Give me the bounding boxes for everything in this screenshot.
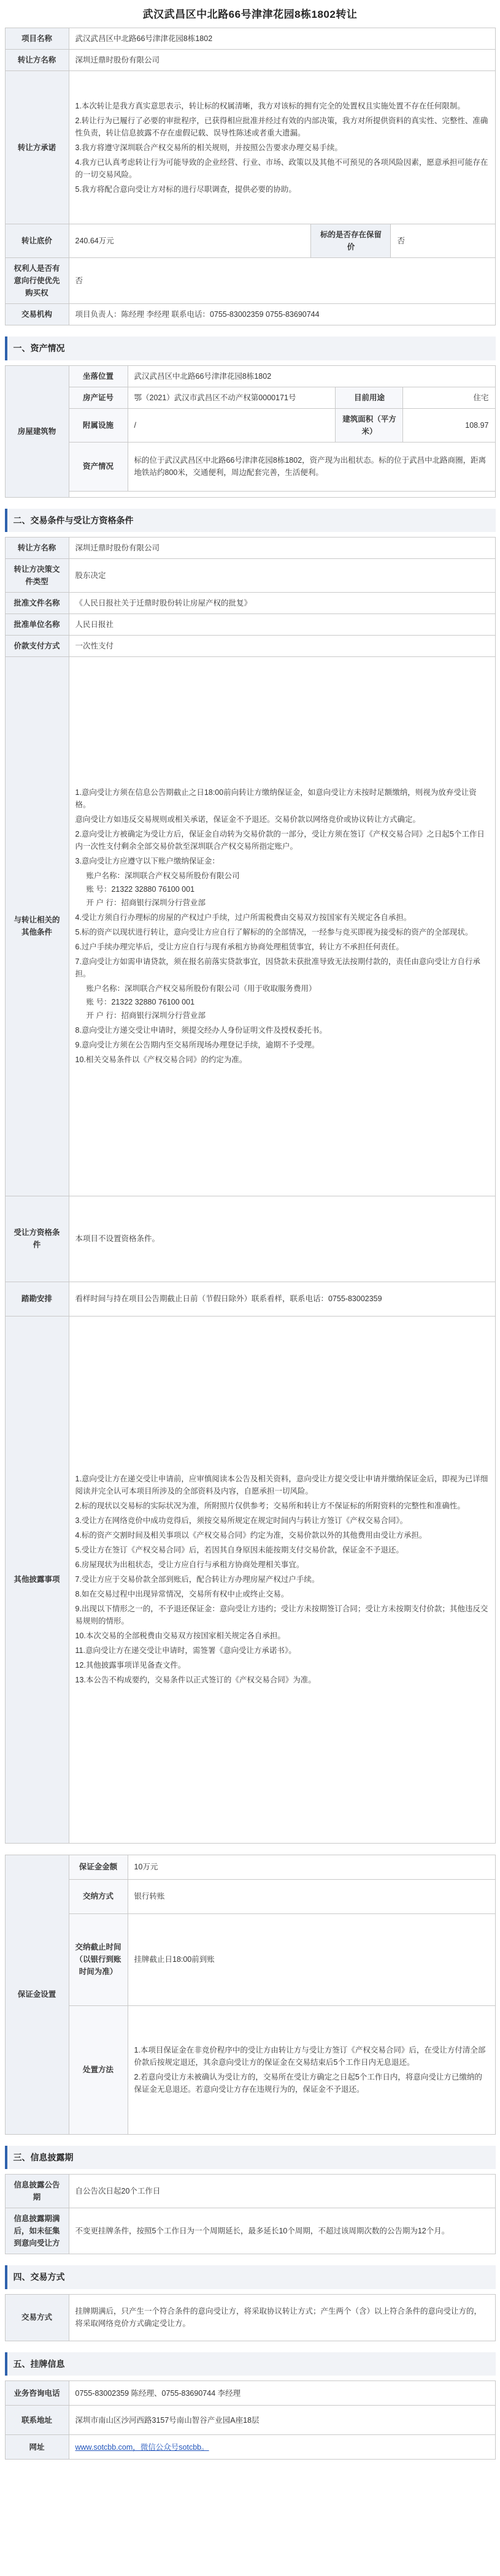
- trade-table: [5, 2294, 496, 2341]
- qualification-value: 本项目不设置资格条件。: [69, 1196, 495, 1282]
- other-disclosure-label: 其他披露事项: [5, 1316, 69, 1843]
- section-listing-title: 五、挂牌信息: [5, 2352, 496, 2376]
- disclosure-table: [5, 2174, 496, 2254]
- cond-row-label: 价款支付方式: [5, 635, 69, 656]
- use-value: 住宅: [403, 387, 495, 408]
- project-summary-table: [5, 28, 496, 325]
- asset-desc-value: 标的位于武汉武昌区中北路66号津津花园8栋1802，资产现为出租状态。标的位于武昌中北路商圈，距离地铁站约800米，交通便利，周边配套完善，生活便利。: [128, 442, 495, 491]
- section-asset-title: 一、资产情况: [5, 336, 496, 360]
- disclosure-item: 11.意向受让方在递交受让申请时，需签署《意向受让方承诺书》。: [75, 1646, 296, 1655]
- commitment-item: 5.我方将配合意向受让方对标的进行尽职调查，提供必要的协助。: [75, 184, 296, 194]
- asset-table: [5, 365, 496, 498]
- reserve-label: 标的是否存在保留价: [311, 224, 391, 258]
- qualification-label: 受让方资格条件: [5, 1196, 69, 1282]
- condition-item: 4.受让方须自行办理标的房屋的产权过户手续，过户所需税费由交易双方按国家有关规定各自承担。: [75, 913, 412, 922]
- condition-item: 7.意向受让方如需申请贷款，须在报名前落实贷款事宜，因贷款未获批准导致无法按期付款的，责任由意向受让方自行承担。: [75, 957, 480, 979]
- disclosure-item: 13.本公告不构成要约，交易条件以正式签订的《产权交易合同》为准。: [75, 1676, 316, 1685]
- asset-desc-label: 资产情况: [69, 442, 128, 491]
- disclosure-item: 9.出现以下情形之一的，不予退还保证金：意向受让方违约；受让方未按期签订合同；受让方未按期支付价款；其他违反交易规则的情形。: [75, 1605, 488, 1626]
- deposit-amount-value: 10万元: [128, 1855, 495, 1879]
- cond-row-value: 人民日报社: [69, 614, 495, 635]
- contact-label: 交易机构: [5, 304, 69, 325]
- cond-row-value: 股东决定: [69, 558, 495, 592]
- phone-label: 业务咨询电话: [5, 2381, 69, 2406]
- project-name: 武汉武昌区中北路66号津津花园8栋1802: [69, 28, 495, 50]
- condition-item: 10.相关交易条件以《产权交易合同》的约定为准。: [75, 1055, 247, 1065]
- cert-value: 鄂（2021）武汉市武昌区不动产权第0000171号: [128, 387, 336, 408]
- website-label: 网址: [5, 2435, 69, 2460]
- section-disclosure-title: 三、信息披露期: [5, 2146, 496, 2169]
- trade-method-label: 交易方式: [5, 2294, 69, 2341]
- deposit-amount-label: 保证金金额: [69, 1855, 128, 1879]
- disclosure-item: 6.房屋现状为出租状态，受让方应自行与承租方协商处理相关事宜。: [75, 1560, 304, 1570]
- area-label: 建筑面积（平方米）: [336, 408, 403, 442]
- website-value: [69, 2435, 495, 2460]
- deposit-rule-item: 1.本项目保证金在非竞价程序中的受让方由转让方与受让方签订《产权交易合同》后，在受让方付清全部价款后按规定退还，其余意向受让方的保证金在交易结束后5个工作日内无息退还。: [134, 2046, 486, 2067]
- contact-value: 项目负责人：陈经理 李经理 联系电话：0755-83002359 0755-83690744: [69, 304, 495, 325]
- deposit-rule-text: [128, 2005, 495, 2134]
- facility-label: 附属设施: [69, 408, 128, 442]
- cond-row-label: 批准文件名称: [5, 592, 69, 614]
- commitment-item: 2.转让行为已履行了必要的审批程序，已获得相应批准并经过有效的内部决策，我方对所提供资料的真实性、完整性、准确性负责，转让信息披露不存在虚假记载、误导性陈述或者重大遗漏。: [75, 116, 488, 137]
- transferor-label: 转让方名称: [5, 50, 69, 71]
- area-value: 108.97: [403, 408, 495, 442]
- condition-item: 意向受让方如违反交易规则或相关承诺，保证金不予退还。交易价款以网络竞价或协议转让方式确定。: [75, 815, 421, 824]
- deposit-rule-label: 处置方法: [69, 2005, 128, 2134]
- address-value: 深圳市南山区沙河西路3157号南山智谷产业园A座18层: [69, 2406, 495, 2435]
- facility-value: /: [128, 408, 336, 442]
- disclosure-item: 2.标的现状以交易标的实际状况为准，所附照片仅供参考；交易所和转让方不保证标的所附资料的完整性和准确性。: [75, 1502, 465, 1511]
- cond-row-label: 批准单位名称: [5, 614, 69, 635]
- website-link[interactable]: www.sotcbb.com，微信公众号sotcbb。: [75, 2442, 209, 2452]
- inspection-value: 看样时间与持在项目公告期截止日前（节假日除外）联系看样，联系电话：0755-83002359: [69, 1282, 495, 1316]
- asset-group-label: 房屋建筑物: [5, 365, 69, 497]
- cond-row-value: 一次性支付: [69, 635, 495, 656]
- phone-value: 0755-83002359 陈经理、0755-83690744 李经理: [69, 2381, 495, 2406]
- account-name: 账户名称：深圳联合产权交易所股份有限公司: [86, 872, 240, 881]
- deposit-label: 保证金设置: [5, 1855, 69, 2134]
- condition-item: 2.意向受让方被确定为受让方后，保证金自动转为交易价款的一部分，受让方须在签订《产权交易合同》之日起5个工作日内一次性支付剩余全部交易价款至深圳联合产权交易所指定账户。: [75, 830, 485, 851]
- project-name-label: 项目名称: [5, 28, 69, 50]
- section-trade-title: 四、交易方式: [5, 2265, 496, 2289]
- disclosure-item: 1.意向受让方在递交受让申请前，应审慎阅读本公告及相关资料，意向受让方提交受让申请并缴纳保证金后，即视为已详细阅读并完全认可本项目所涉及的全部资料及内容，自愿承担一切风险。: [75, 1475, 488, 1496]
- commitment-item: 1.本次转让是我方真实意思表示，转让标的权属清晰，我方对该标的拥有完全的处置权且实施处置不存在任何限制。: [75, 101, 465, 110]
- commitment-text: [69, 71, 495, 224]
- commitment-item: 3.我方将遵守深圳联合产权交易所的相关规则，并按照公告要求办理交易手续。: [75, 143, 342, 152]
- address-label: 联系地址: [5, 2406, 69, 2435]
- condition-item: 9.意向受让方须在公告期内至交易所现场办理登记手续，逾期不予受理。: [75, 1041, 320, 1050]
- cond-row-label: 转让方名称: [5, 537, 69, 558]
- deposit-rule-item: 2.若意向受让方未被确认为受让方的，交易所在受让方确定之日起5个工作日内，将意向受让方已缴纳的保证金无息退还。若意向受让方存在违规行为的，保证金不予退还。: [134, 2073, 482, 2094]
- commitment-item: 4.我方已认真考虑转让行为可能导致的企业经营、行业、市场、政策以及其他不可预见的各项风险因素，愿意承担可能存在的一切交易风险。: [75, 158, 488, 179]
- account-name: 账户名称：深圳联合产权交易所股份有限公司（用于收取服务费用）: [86, 984, 317, 994]
- disclosure-period-value: 自公告次日起20个工作日: [69, 2175, 495, 2208]
- condition-item: 6.过户手续办理完毕后，受让方应自行与现有承租方协商处理租赁事宜，转让方不承担任何责任。: [75, 943, 404, 952]
- announcement-page: [5, 0, 496, 2460]
- priority-value: 否: [69, 258, 495, 304]
- conditions-table: [5, 537, 496, 1844]
- deposit-method-label: 交纳方式: [69, 1879, 128, 1913]
- location-label: 坐落位置: [69, 365, 128, 387]
- listing-table: [5, 2380, 496, 2460]
- account-number: 账 号：21322 32880 76100 001: [86, 998, 195, 1007]
- disclosure-item: 3.受让方在网络竞价中成功竞得后，须按交易所规定在规定时间内与转让方签订《产权交易合同》。: [75, 1516, 408, 1525]
- price-value: 240.64万元: [69, 224, 311, 258]
- disclosure-item: 5.受让方在签订《产权交易合同》后，若因其自身原因未能按期支付交易价款，保证金不予退还。: [75, 1546, 404, 1555]
- disclosure-item: 12.其他披露事项详见备查文件。: [75, 1661, 186, 1670]
- condition-item: 1.意向受让方须在信息公告期截止之日18:00前向转让方缴纳保证金，如意向受让方未按时足额缴纳，则视为放弃受让资格。: [75, 788, 477, 810]
- priority-label: 权利人是否有意向行使优先购买权: [5, 258, 69, 304]
- cond-row-value: 深圳迁鼎时股份有限公司: [69, 537, 495, 558]
- disclosure-period-label: 信息披露公告期: [5, 2175, 69, 2208]
- location-value: 武汉武昌区中北路66号津津花园8栋1802: [128, 365, 495, 387]
- condition-item: 8.意向受让方递交受让申请时，须提交经办人身份证明文件及授权委托书。: [75, 1026, 327, 1035]
- deposit-method-value: 银行转账: [128, 1879, 495, 1913]
- cond-row-label: 转让方决策文件类型: [5, 558, 69, 592]
- other-conditions-text: [69, 656, 495, 1196]
- page-title: 武汉武昌区中北路66号津津花园8栋1802转让: [142, 9, 358, 20]
- other-conditions-label: 与转让相关的其他条件: [5, 656, 69, 1196]
- account-bank: 开 户 行：招商银行深圳分行营业部: [86, 899, 206, 908]
- other-disclosure-text: [69, 1316, 495, 1843]
- price-label: 转让底价: [5, 224, 69, 258]
- transferor-name: 深圳迁鼎时股份有限公司: [69, 50, 495, 71]
- disclosure-item: 4.标的资产交割时间及相关事项以《产权交易合同》约定为准，交易价款以外的其他费用由受让方承担。: [75, 1531, 427, 1540]
- account-number: 账 号：21322 32880 76100 001: [86, 885, 195, 894]
- deposit-deadline-label: 交纳截止时间（以银行到账时间为准）: [69, 1913, 128, 2005]
- cond-row-value: 《人民日报社关于迁鼎时股份转让房屋产权的批复》: [69, 592, 495, 614]
- disclosure-item: 8.如在交易过程中出现异常情况，交易所有权中止或终止交易。: [75, 1590, 289, 1599]
- trade-method-value: 挂牌期满后，只产生一个符合条件的意向受让方，将采取协议转让方式；产生两个（含）以上符合条件的意向受让方的，将采取网络竞价方式确定受让方。: [69, 2294, 495, 2341]
- disclosure-extend-label: 信息披露期满后，如未征集到意向受让方: [5, 2208, 69, 2254]
- use-label: 目前用途: [336, 387, 403, 408]
- commitment-label: 转让方承诺: [5, 71, 69, 224]
- condition-item: 3.意向受让方应遵守以下账户缴纳保证金：: [75, 857, 220, 866]
- condition-item: 5.标的资产以现状进行转让，意向受让方应自行了解标的的全部情况，一经参与竞买即视为接受标的资产的全部现状。: [75, 928, 473, 937]
- disclosure-extend-value: 不变更挂牌条件，按照5个工作日为一个周期延长，最多延长10个周期，不超过该周期次数的公告期为12个月。: [69, 2208, 495, 2254]
- account-bank: 开 户 行：招商银行深圳分行营业部: [86, 1011, 206, 1020]
- inspection-label: 踏勘安排: [5, 1282, 69, 1316]
- disclosure-item: 10.本次交易的全部税费由交易双方按国家相关规定各自承担。: [75, 1632, 285, 1641]
- disclosure-item: 7.受让方应于交易价款全部到账后，配合转让方办理房屋产权过户手续。: [75, 1575, 320, 1584]
- reserve-value: 否: [391, 224, 495, 258]
- cert-label: 房产证号: [69, 387, 128, 408]
- deposit-table: [5, 1855, 496, 2135]
- deposit-deadline-value: 挂牌截止日18:00前到账: [128, 1913, 495, 2005]
- section-conditions-title: 二、交易条件与受让方资格条件: [5, 509, 496, 532]
